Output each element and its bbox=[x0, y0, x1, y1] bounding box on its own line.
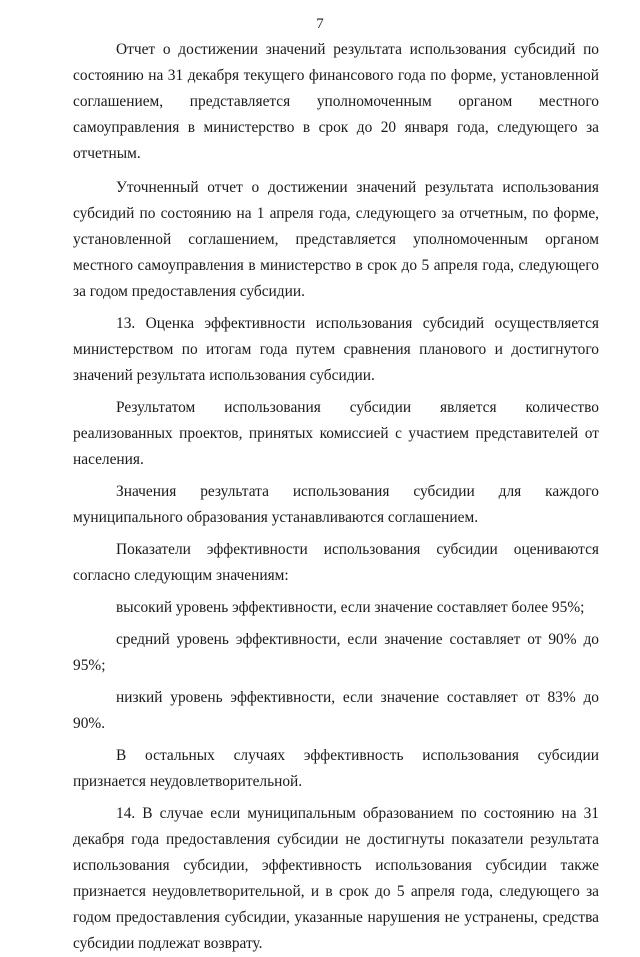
paragraph-report-deadline: Отчет о достижении значений результата использования субсидий по состоянию на 31 декабря текущего финансового года по форме, установленной соглашением, представляется уполномоченным органом местного самоуправления в министерство в срок до 20 января года, следующего за отчетным. bbox=[73, 41, 599, 162]
paragraph-unsatisfactory: В остальных случаях эффективность использования субсидии признается неудовлетворительной. bbox=[73, 747, 599, 790]
paragraph-updated-report: Уточненный отчет о достижении значений результата использования субсидий по состоянию на 1 апреля года, следующего за отчетным, по форме, установленной соглашением, представляется уполномоченным органом местного самоуправления в министерство в срок до 5 апреля года, следующего за годом предоставления субсидии. bbox=[73, 179, 599, 300]
list-item-high-efficiency: высокий уровень эффективности, если значение составляет более 95%; bbox=[116, 599, 585, 616]
paragraph-result-values: Значения результата использования субсидии для каждого муниципального образования устанавливаются соглашением. bbox=[73, 483, 599, 526]
paragraph-result-definition: Результатом использования субсидии является количество реализованных проектов, принятых комиссией с участием представителей от населения. bbox=[73, 399, 599, 468]
document-body bbox=[73, 37, 599, 957]
list-item-medium-efficiency: средний уровень эффективности, если значение составляет от 90% до 95%; bbox=[73, 631, 599, 674]
page-number: 7 bbox=[316, 16, 324, 32]
paragraph-13-efficiency-assessment: 13. Оценка эффективности использования субсидий осуществляется министерством по итогам года путем сравнения планового и достигнутого значений результата использования субсидии. bbox=[73, 315, 599, 384]
paragraph-efficiency-indicators: Показатели эффективности использования субсидии оцениваются согласно следующим значениям: bbox=[73, 541, 599, 584]
list-item-low-efficiency: низкий уровень эффективности, если значение составляет от 83% до 90%. bbox=[73, 689, 599, 732]
paragraph-14-refund: 14. В случае если муниципальным образованием по состоянию на 31 декабря года предоставления субсидии не достигнуты показатели результата использования субсидии, эффективность использования субсидии также признается неудовлетворительной, и в срок до 5 апреля года, следующего за годом предоставления субсидии, указанные нарушения не устранены, средства субсидии подлежат возврату. bbox=[73, 805, 599, 952]
